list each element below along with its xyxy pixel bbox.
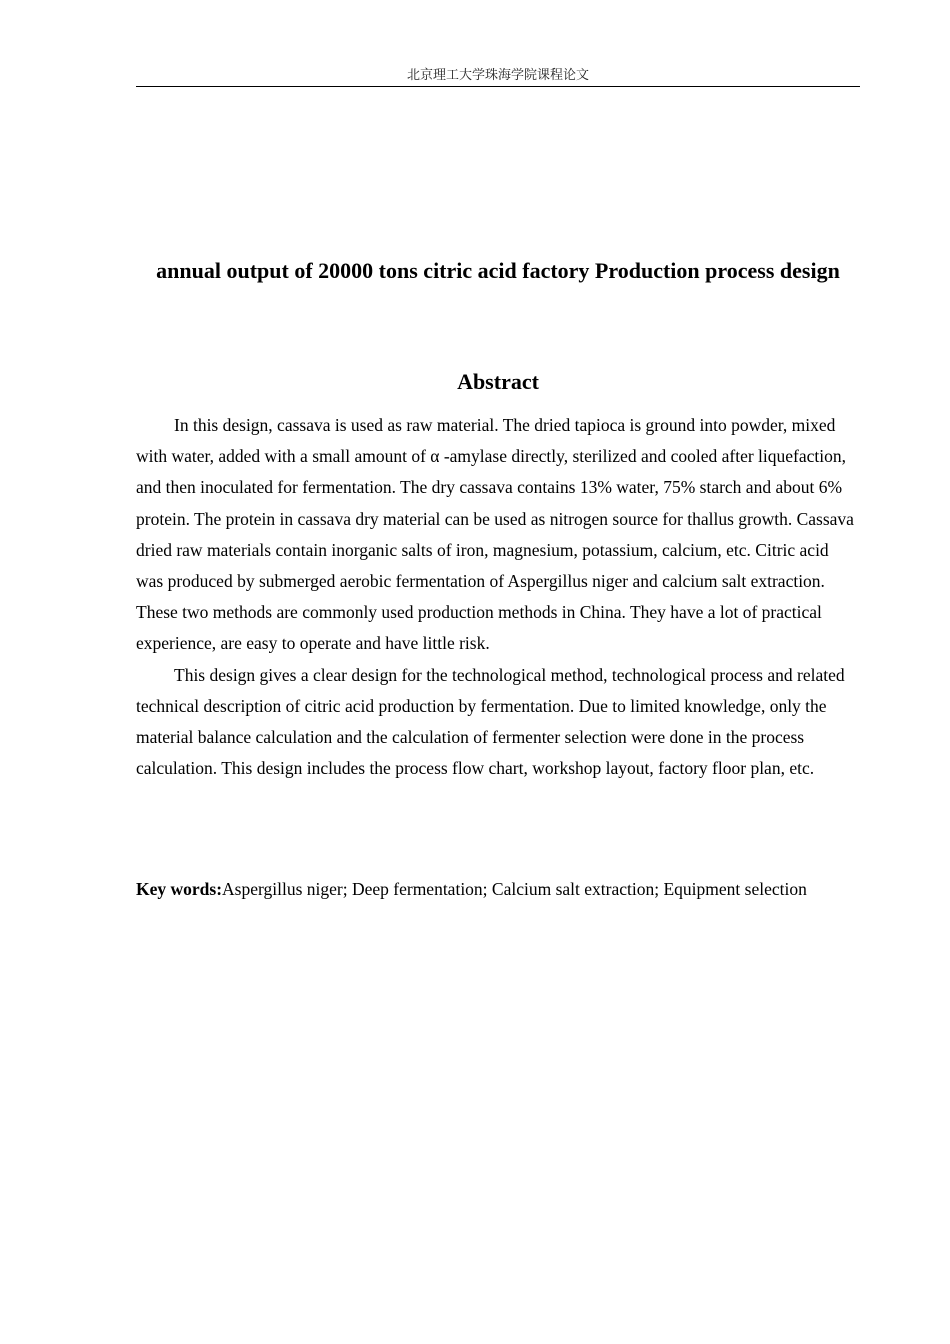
- keywords-label: Key words:: [136, 879, 223, 899]
- keywords-line: [136, 874, 855, 905]
- abstract-heading: Abstract: [457, 369, 539, 394]
- running-header: 北京理工大学珠海学院课程论文: [136, 66, 860, 87]
- paper-title: annual output of 20000 tons citric acid factory Production process design: [156, 258, 840, 283]
- abstract-paragraph-2: This design gives a clear design for the technological method, technological process and related technical description of citric acid production by fermentation. Due to limited knowledge, only the material balance calculation and the calculation of fermenter selection were done in the process calculation. This design includes the process flow chart, workshop layout, factory floor plan, etc.: [136, 664, 845, 779]
- keywords-text: Aspergillus niger; Deep fermentation; Calcium salt extraction; Equipment selection: [222, 879, 807, 899]
- abstract-body: [136, 410, 860, 784]
- abstract-paragraph-1: In this design, cassava is used as raw material. The dried tapioca is ground into powder, mixed with water, added with a small amount of α -amylase directly, sterilized and cooled after liquefaction, and then inoculated for fermentation. The dry cassava contains 13% water, 75% starch and about 6% protein. The protein in cassava dry material can be used as nitrogen source for thallus growth. Cassava dried raw materials contain inorganic salts of iron, magnesium, potassium, calcium, etc. Citric acid was produced by submerged aerobic fermentation of Aspergillus niger and calcium salt extraction. These two methods are commonly used production methods in China. They have a lot of practical experience, are easy to operate and have little risk.: [136, 415, 854, 654]
